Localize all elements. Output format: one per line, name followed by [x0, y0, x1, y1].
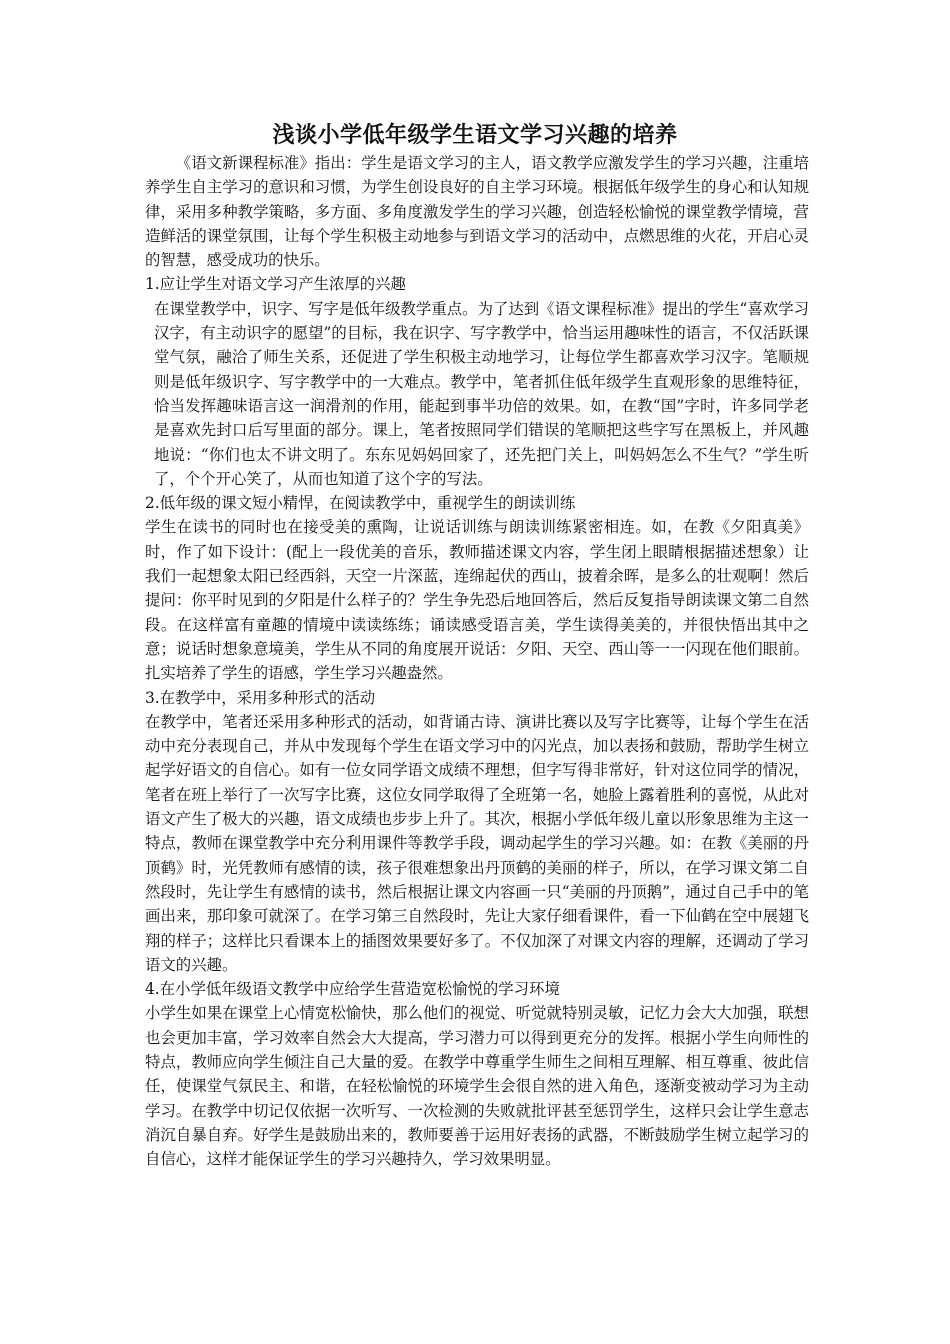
section-4-body: 小学生如果在课堂上心情宽松愉快，那么他们的视觉、听觉就特别灵敏，记忆力会大大加强，联想也会更加丰富，学习效率自然会大大提高，学习潜力可以得到更充分的发挥。根据小学生向师性的特点，教师应向学生倾注自己大量的爱。在教学中尊重学生师生之间相互理解、相互尊重、彼此信任，使课堂气氛民主、和谐，在轻松愉悦的环境学生会很自然的进入角色，逐渐变被动学习为主动学习。在教学中切记仅依据一次听写、一次检测的失败就批评甚至惩罚学生，这样只会让学生意志消沉自暴自弃。好学生是鼓励出来的，教师要善于运用好表扬的武器，不断鼓励学生树立起学习的自信心，这样才能保证学生的学习兴趣持久，学习效果明显。 — [145, 1004, 809, 1169]
section-1-heading: 1.应让学生对语文学习产生浓厚的兴趣 — [145, 275, 406, 294]
document-title: 浅谈小学低年级学生语文学习兴趣的培养 — [272, 122, 678, 148]
section-3-body: 在教学中，笔者还采用多种形式的活动，如背诵古诗、演讲比赛以及写字比赛等，让每个学生在活动中充分表现自己，并从中发现每个学生在语文学习中的闪光点，加以表扬和鼓励，帮助学生树立起学好语文的自信心。如有一位女同学语文成绩不理想，但字写得非常好，针对这位同学的情况，笔者在班上举行了一次写字比赛，这位女同学取得了全班第一名，她脸上露着胜利的喜悦，从此对语文产生了极大的兴趣，语文成绩也步步上升了。其次，根据小学低年级儿童以形象思维为主这一特点，教师在课堂教学中充分利用课件等教学手段，调动起学生的学习兴趣。如：在教《美丽的丹顶鹤》时，光凭教师有感情的读，孩子很难想象出丹顶鹤的美丽的样子，所以，在学习课文第二自然段时，先让学生有感情的读书，然后根据让课文内容画一只“美丽的丹顶鹅”，通过自己手中的笔画出来，那印象可就深了。在学习第三自然段时，先让大家仔细看课件，看一下仙鹤在空中展翅飞翔的样子；这样比只看课本上的插图效果要好多了。不仅加深了对课文内容的理解，还调动了学习语文的兴趣。 — [145, 712, 809, 974]
section-1-body: 在课堂教学中，识字、写字是低年级教学重点。为了达到《语文课程标准》提出的学生“喜欢学习汉字，有主动识字的愿望”的目标，我在识字、写字教学中，恰当运用趣味性的语言，不仅活跃课堂气氛，融洽了师生关系，还促进了学生积极主动地学习，让每位学生都喜欢学习汉字。笔顺规则是低年级识字、写字教学中的一大难点。教学中，笔者抓住低年级学生直观形象的思维特征，恰当发挥趣味语言这一润滑剂的作用，能起到事半功倍的效果。如，在教“国”字时，许多同学老是喜欢先封口后写里面的部分。课上，笔者按照同学们错误的笔顺把这些字写在黑板上，并风趣地说：“你们也太不讲文明了。东东见妈妈回家了，还先把门关上，叫妈妈怎么不生气？”学生听了，个个开心笑了，从而也知道了这个字的写法。 — [154, 299, 809, 488]
section-2-body: 学生在读书的同时也在接受美的熏陶，让说话训练与朗读训练紧密相连。如，在教《夕阳真美》时，作了如下设计：(配上一段优美的音乐，教师描述课文内容，学生闭上眼睛根据描述想象）让我们一起想象太阳已经西斜，天空一片深蓝，连绵起伏的西山，披着余晖，是多么的壮观啊！然后提问：你平时见到的夕阳是什么样子的？学生争先恐后地回答后，然后反复指导朗读课文第二自然段。在这样富有童趣的情境中读读练练；诵读感受语言美，学生读得美美的，并很快悟出其中之意；说话时想象意境美，学生从不同的角度展开说话：夕阳、天空、西山等一一闪现在他们眼前。扎实培养了学生的语感，学生学习兴趣盎然。 — [145, 518, 809, 683]
document-body — [145, 151, 809, 1171]
section-2-heading: 2.低年级的课文短小精悍，在阅读教学中，重视学生的朗读训练 — [145, 494, 576, 513]
section-4-heading: 4.在小学低年级语文教学中应给学生营造宽松愉悦的学习环境 — [145, 980, 560, 999]
section-3-heading: 3.在教学中，采用多种形式的活动 — [145, 688, 376, 707]
intro-paragraph: 《语文新课程标准》指出：学生是语文学习的主人，语文教学应激发学生的学习兴趣，注重培养学生自主学习的意识和习惯，为学生创设良好的自主学习环境。根据低年级学生的身心和认知规律，采用多种教学策略，多方面、多角度激发学生的学习兴趣，创造轻松愉悦的课堂教学情境，营造鲜活的课堂氛围，让每个学生积极主动地参与到语文学习的活动中，点燃思维的火花，开启心灵的智慧，感受成功的快乐。 — [145, 154, 809, 270]
